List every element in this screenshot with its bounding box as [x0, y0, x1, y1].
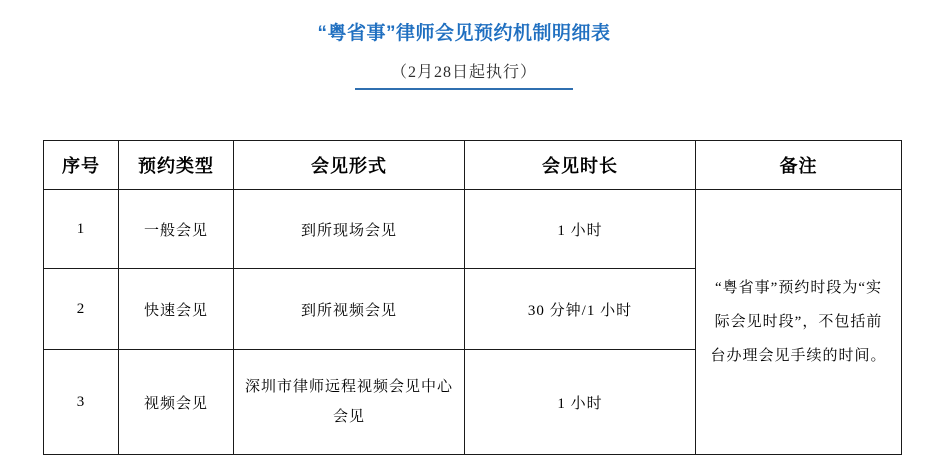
title-underline	[355, 88, 573, 90]
table-header	[44, 141, 902, 190]
column-header-no: 序号	[44, 141, 119, 190]
cell-duration: 1 小时	[465, 190, 696, 269]
document-page	[0, 18, 928, 474]
cell-type: 一般会见	[119, 190, 234, 269]
detail-table	[43, 140, 902, 455]
table-body	[44, 190, 902, 455]
cell-no: 1	[44, 190, 119, 269]
cell-no: 2	[44, 269, 119, 350]
cell-no: 3	[44, 350, 119, 455]
column-header-type: 预约类型	[119, 141, 234, 190]
column-header-remark: 备注	[696, 141, 902, 190]
table-header-row	[44, 141, 902, 190]
cell-remark: “粤省事”预约时段为“实际会见时段”，不包括前台办理会见手续的时间。	[696, 190, 902, 455]
cell-form: 到所视频会见	[234, 269, 465, 350]
cell-form: 深圳市律师远程视频会见中心会见	[234, 350, 465, 455]
cell-duration: 1 小时	[465, 350, 696, 455]
cell-type: 视频会见	[119, 350, 234, 455]
detail-table-container	[43, 140, 886, 455]
column-header-duration: 会见时长	[465, 141, 696, 190]
page-subtitle: （2月28日起执行）	[390, 64, 537, 81]
cell-duration: 30 分钟/1 小时	[465, 269, 696, 350]
page-title: “粤省事”律师会见预约机制明细表	[317, 23, 611, 44]
cell-form: 到所现场会见	[234, 190, 465, 269]
column-header-form: 会见形式	[234, 141, 465, 190]
table-row	[44, 190, 902, 269]
cell-type: 快速会见	[119, 269, 234, 350]
